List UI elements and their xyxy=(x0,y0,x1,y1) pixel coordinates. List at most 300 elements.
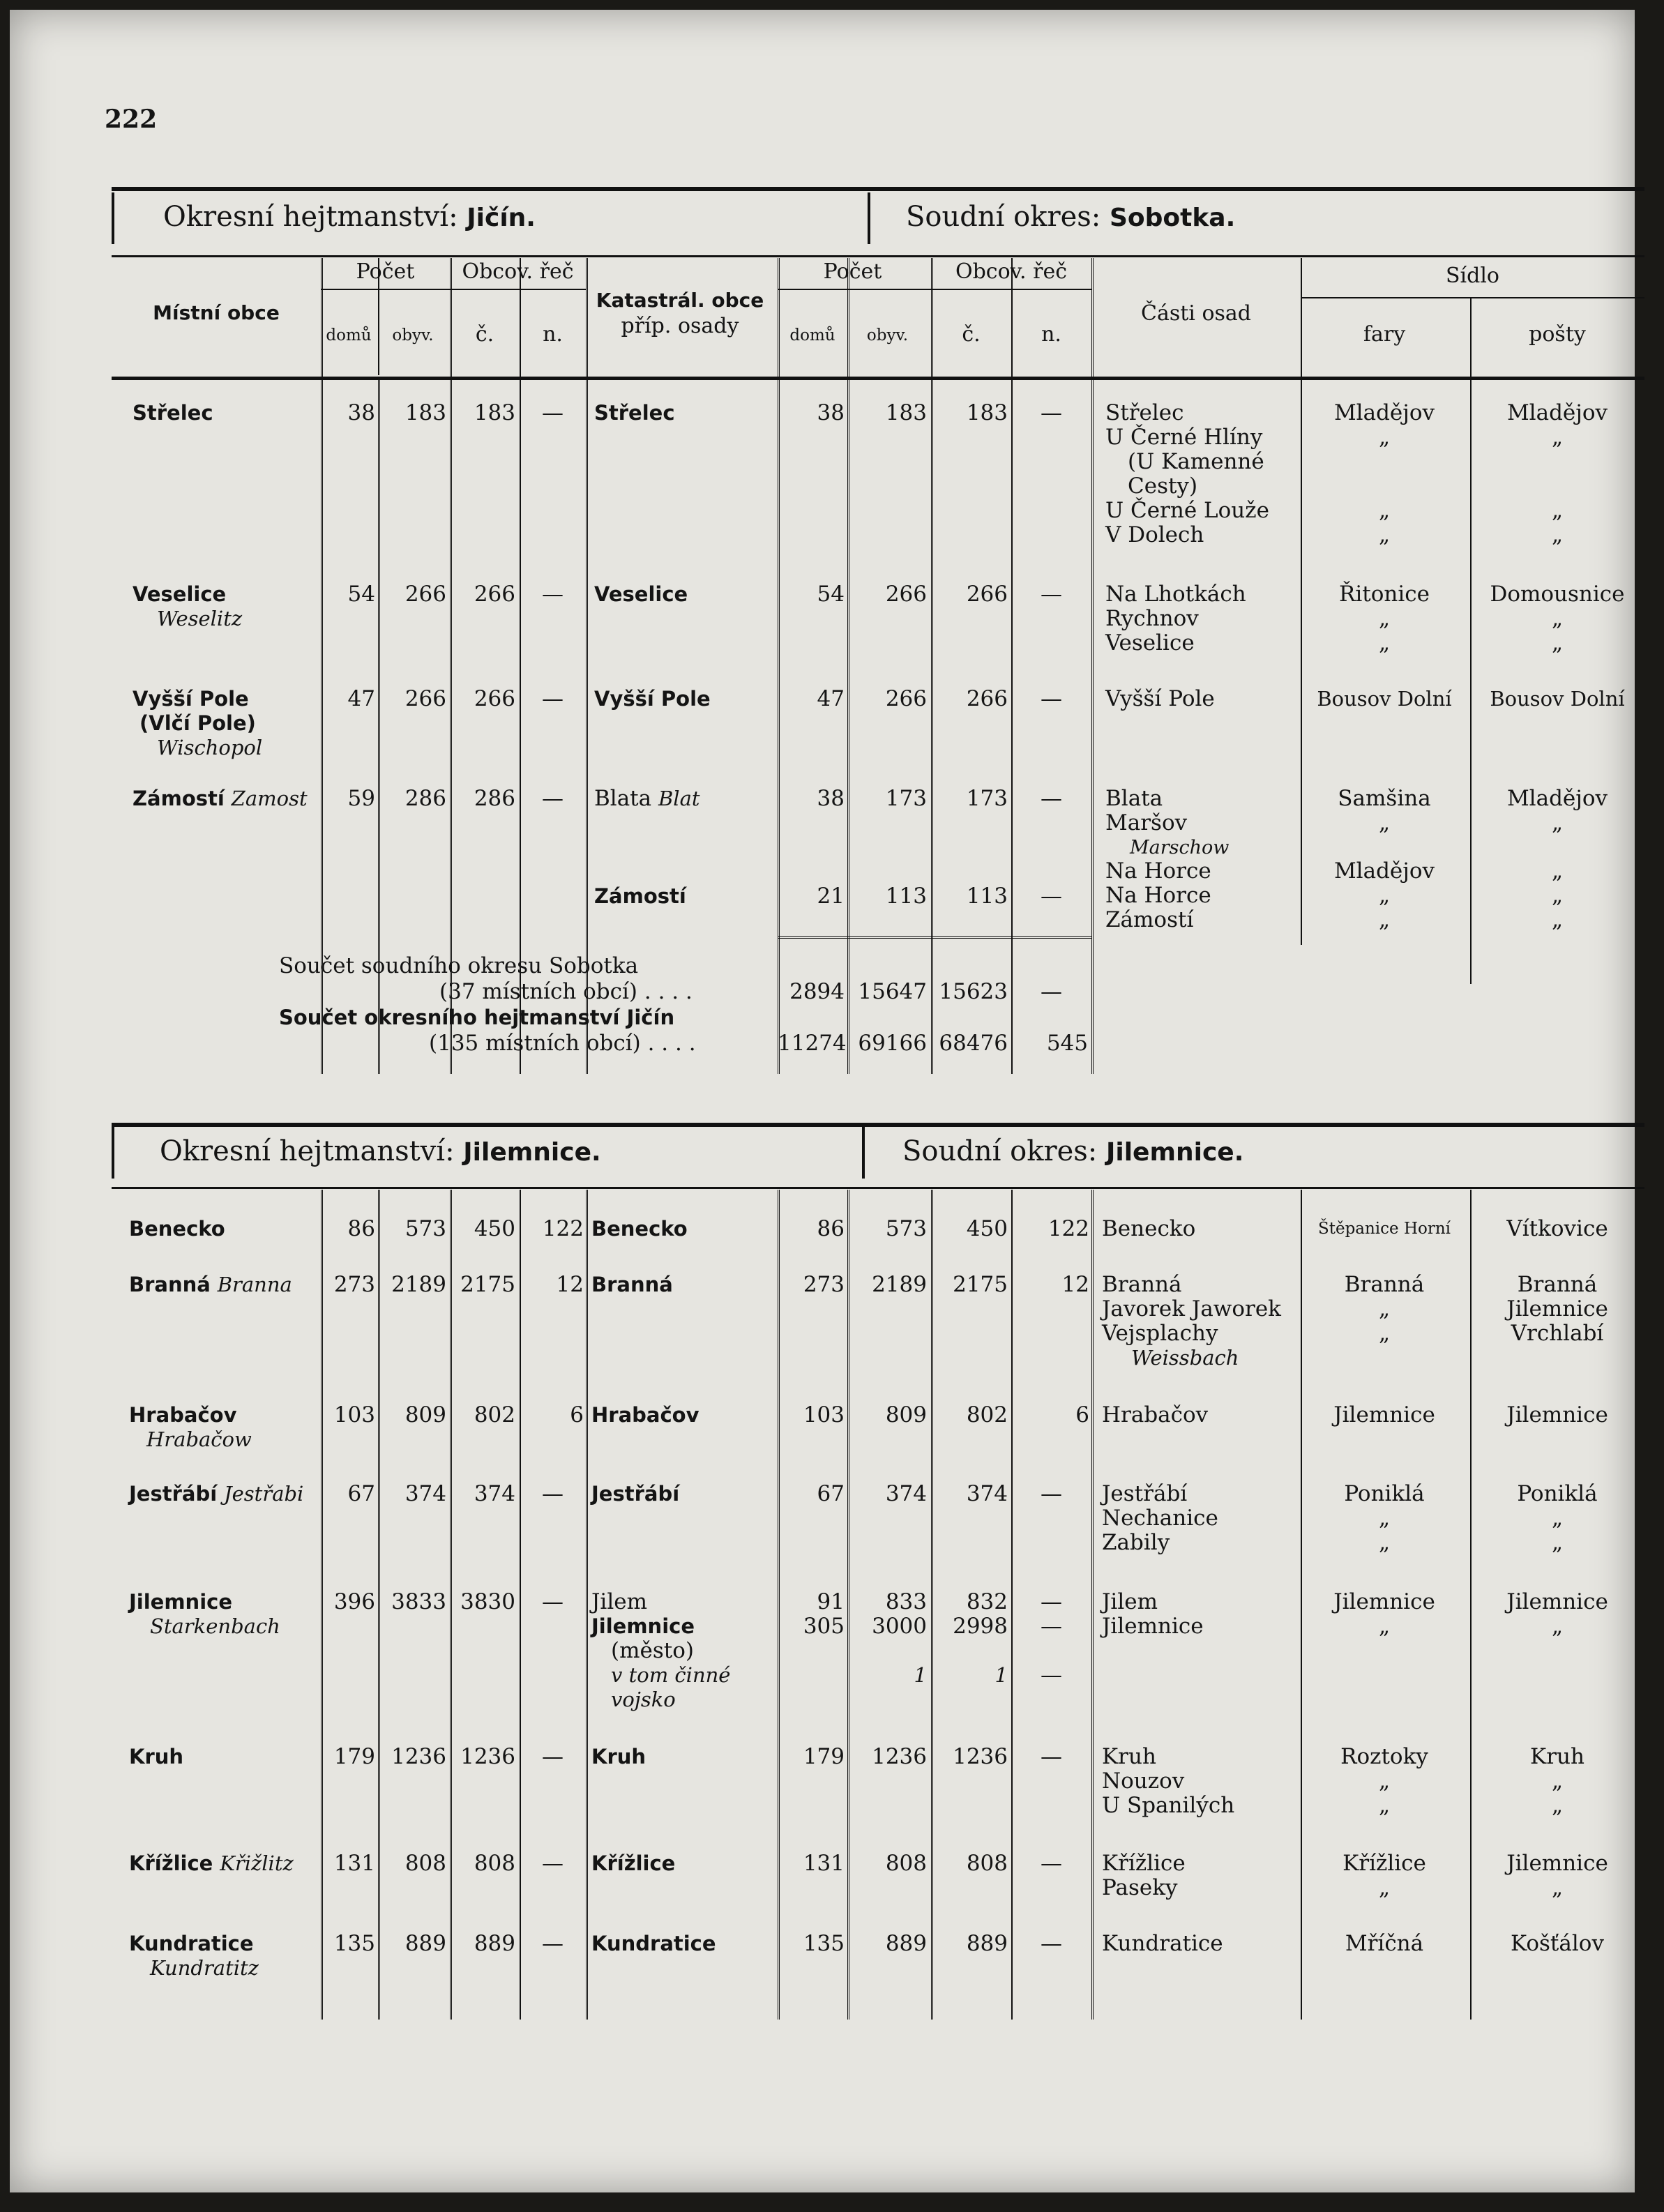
fara: Křížlice xyxy=(1342,1851,1426,1876)
hejtmanstvi-label: Okresní hejtmanství: xyxy=(160,1135,455,1167)
cell-n: — xyxy=(542,400,564,425)
obec-name-de: Jestřabi xyxy=(224,1482,304,1506)
cast-osady: Branná xyxy=(1102,1272,1182,1297)
table-row xyxy=(112,1217,1644,1245)
kat-c: 889 xyxy=(966,1931,1008,1956)
fara: „ xyxy=(1378,522,1391,547)
kat-obyv: 833 xyxy=(885,1589,927,1614)
section1-grid xyxy=(112,258,1644,1074)
soud-name: Sobotka. xyxy=(1109,204,1236,232)
fara: „ xyxy=(1378,1614,1391,1639)
kat-name: Vyšší Pole xyxy=(594,687,711,711)
cell-domu: 135 xyxy=(333,1931,375,1956)
obec-cell xyxy=(129,1590,280,1639)
kat-obyv: 1236 xyxy=(872,1744,927,1769)
fara: „ xyxy=(1378,810,1391,835)
kat-c: 1236 xyxy=(953,1744,1008,1769)
kat-domu-list xyxy=(778,1590,845,1639)
cast-osady: Na Horce xyxy=(1105,883,1211,908)
hdr-pocet-2: Počet xyxy=(823,259,882,284)
section2-soud xyxy=(902,1135,1243,1167)
kat-obyv: 266 xyxy=(885,686,927,711)
rule xyxy=(112,255,1644,257)
kat-name: Veselice xyxy=(594,582,688,606)
posta: Jilemnice xyxy=(1506,1296,1608,1321)
obec-name-de: Zamost xyxy=(231,787,308,810)
posta: „ xyxy=(1551,1506,1564,1531)
kat-domu: 38 xyxy=(817,786,845,811)
table-row xyxy=(112,1590,1644,1715)
soucet2-label-2: (135 místních obcí) . . . . xyxy=(429,1031,696,1056)
posta: „ xyxy=(1551,907,1564,932)
obec-name-de: Hrabačow xyxy=(146,1427,252,1451)
obec-name-de: Branna xyxy=(217,1273,292,1296)
cast-osady: U Černé Hlíny xyxy=(1105,425,1263,450)
cell-obyv: 889 xyxy=(404,1931,446,1956)
posty-list xyxy=(1470,787,1644,932)
soud-label: Soudní okres: xyxy=(902,1135,1098,1167)
kat-c-list xyxy=(931,1590,1008,1688)
obec-cell xyxy=(133,787,308,811)
posta: „ xyxy=(1551,1768,1564,1794)
cell-domu: 273 xyxy=(333,1272,375,1297)
posta: „ xyxy=(1551,425,1564,450)
kat-domu: 86 xyxy=(817,1216,845,1241)
obec-name: Vyšší Pole xyxy=(133,687,249,711)
hdr-obcov-rec-2: Obcov. řeč xyxy=(955,259,1068,284)
section1-soud xyxy=(906,201,1235,233)
hdr-domu: domů xyxy=(326,326,372,344)
table-row xyxy=(112,1273,1644,1377)
obec-cell xyxy=(129,1273,292,1297)
kat-n: — xyxy=(1041,582,1062,607)
obec-cell xyxy=(129,1932,259,1980)
obec-name: Hrabačov xyxy=(129,1403,237,1427)
fary-list xyxy=(1301,1745,1468,1818)
cast-osady: Na Lhotkách xyxy=(1105,582,1246,607)
kat-domu: 21 xyxy=(817,884,845,909)
posta: Jilemnice xyxy=(1506,1402,1608,1427)
obec-name: Kundratice xyxy=(129,1932,254,1955)
cast-osady: Paseky xyxy=(1102,1875,1178,1900)
cell-n: — xyxy=(542,1589,564,1614)
hejtmanstvi-name: Jilemnice. xyxy=(463,1138,601,1167)
casti-list xyxy=(1102,1273,1281,1370)
posta: Mladějov xyxy=(1506,786,1608,811)
cell-c: 3830 xyxy=(460,1589,515,1614)
cell-n: 122 xyxy=(542,1216,584,1241)
kat-obyv: 573 xyxy=(885,1216,927,1241)
posta: „ xyxy=(1551,606,1564,631)
cast-osady: Nouzov xyxy=(1102,1768,1185,1794)
obec-name: Benecko xyxy=(129,1217,225,1241)
fara: Jilemnice xyxy=(1333,1402,1435,1427)
obec-name: Křížlice xyxy=(129,1851,213,1875)
cell-domu: 86 xyxy=(347,1216,375,1241)
kat-c: 173 xyxy=(966,786,1008,811)
kat-obyv: 2189 xyxy=(872,1272,927,1297)
cast-osady: Maršov xyxy=(1105,810,1188,835)
soucet1-label: Součet soudního okresu Sobotka xyxy=(279,953,639,978)
posta: „ xyxy=(1551,883,1564,908)
cast-osady: U Černé Louže xyxy=(1105,498,1269,523)
posty-list xyxy=(1470,582,1644,656)
obec-name: Kruh xyxy=(129,1745,184,1768)
obec-name: Veselice xyxy=(133,582,227,606)
cell-c: 266 xyxy=(474,686,515,711)
obec-cell xyxy=(129,1403,252,1452)
kat-c: 1 xyxy=(994,1663,1008,1687)
posty-list xyxy=(1470,1482,1644,1555)
kat-name: v tom činné xyxy=(611,1663,731,1687)
fara: „ xyxy=(1378,1530,1391,1555)
kat-name: Blata xyxy=(594,786,652,811)
kat-obyv: 173 xyxy=(885,786,927,811)
fara: „ xyxy=(1378,630,1391,656)
soud-name: Jilemnice. xyxy=(1105,1138,1244,1167)
cast-osady: (U Kamenné xyxy=(1128,449,1264,474)
obec-name-de: Křižlitz xyxy=(220,1851,294,1875)
sum-rule xyxy=(778,936,1091,939)
hdr-casti-osad: Části osad xyxy=(1141,301,1251,326)
posta: „ xyxy=(1551,1614,1564,1639)
posta: Vítkovice xyxy=(1506,1216,1608,1241)
cast-osady: Vejsplachy xyxy=(1102,1321,1218,1346)
kat-c: 802 xyxy=(966,1402,1008,1427)
cast-osady: Hrabačov xyxy=(1102,1402,1209,1427)
cell-c: 183 xyxy=(474,400,515,425)
soucet2-domu: 11274 xyxy=(778,1031,847,1056)
cell-c: 1236 xyxy=(460,1744,515,1769)
hdr-mistni-obce: Místní obce xyxy=(153,301,280,324)
kat-n: — xyxy=(1041,1481,1062,1506)
posta: Domousnice xyxy=(1490,582,1625,607)
posta: Bousov Dolní xyxy=(1490,687,1625,711)
kat-n: — xyxy=(1041,786,1062,811)
soucet1-label-2: (37 místních obcí) . . . . xyxy=(439,979,693,1004)
posta: „ xyxy=(1551,1793,1564,1818)
kat-name: Křížlice xyxy=(591,1851,676,1875)
posta: „ xyxy=(1551,1530,1564,1555)
fary-list xyxy=(1301,401,1468,547)
rule xyxy=(112,1187,1644,1189)
fara: Branná xyxy=(1344,1272,1425,1297)
obec-name-de: Kundratitz xyxy=(150,1956,259,1980)
posty-list xyxy=(1470,401,1644,547)
cell-obyv: 266 xyxy=(404,686,446,711)
fara: „ xyxy=(1378,883,1391,908)
fara: „ xyxy=(1378,1506,1391,1531)
posta: Mladějov xyxy=(1506,400,1608,425)
cell-obyv: 809 xyxy=(404,1402,446,1427)
kat-n: — xyxy=(1041,1614,1062,1639)
kat-obyv: 3000 xyxy=(872,1614,927,1639)
cell-n: — xyxy=(542,1851,564,1876)
table-row xyxy=(112,1403,1644,1459)
header-divider xyxy=(868,192,870,244)
kat-n: — xyxy=(1041,884,1062,909)
kat-n: — xyxy=(1041,1589,1062,1614)
cast-osady: Vyšší Pole xyxy=(1105,686,1215,711)
section1-hejtmanstvi xyxy=(163,201,536,233)
fara: Bousov Dolní xyxy=(1317,687,1452,711)
posta: Poniklá xyxy=(1517,1481,1598,1506)
kat-name: Hrabačov xyxy=(591,1403,699,1427)
kat-c: 450 xyxy=(966,1216,1008,1241)
cell-obyv: 266 xyxy=(404,582,446,607)
casti-list xyxy=(1102,1851,1186,1900)
cast-osady: Střelec xyxy=(1105,400,1184,425)
kat-c: 2998 xyxy=(953,1614,1008,1639)
fary-list xyxy=(1301,582,1468,656)
cast-osady: V Dolech xyxy=(1105,522,1204,547)
cast-osady: Jilemnice xyxy=(1102,1614,1204,1639)
cast-osady-de: Weissbach xyxy=(1131,1346,1239,1370)
cell-domu: 67 xyxy=(347,1481,375,1506)
posta: „ xyxy=(1551,630,1564,656)
obec-cell xyxy=(133,687,262,760)
cell-c: 286 xyxy=(474,786,515,811)
fara: „ xyxy=(1378,606,1391,631)
cell-domu: 47 xyxy=(347,686,375,711)
cell-domu: 59 xyxy=(347,786,375,811)
cell-c: 374 xyxy=(474,1481,515,1506)
hdr-c-2: č. xyxy=(962,322,981,347)
hdr-n: n. xyxy=(543,322,563,347)
cast-osady: Cesty) xyxy=(1128,474,1198,499)
kat-n: — xyxy=(1041,1851,1062,1876)
hdr-pocet: Počet xyxy=(356,259,415,284)
fara: Jilemnice xyxy=(1333,1589,1435,1614)
kat-domu: 135 xyxy=(803,1931,845,1956)
obec-name: Jestřábí xyxy=(129,1482,218,1506)
kat-name: Branná xyxy=(591,1273,673,1296)
kat-name: Střelec xyxy=(594,401,675,425)
cell-obyv: 374 xyxy=(404,1481,446,1506)
kat-cell xyxy=(594,787,700,811)
obec-name: Jilemnice xyxy=(129,1590,233,1614)
kat-name-de: Blat xyxy=(658,787,700,810)
table-row xyxy=(112,687,1644,764)
header-divider xyxy=(862,1127,865,1179)
cast-osady: Jilem xyxy=(1102,1589,1158,1614)
section2-hejtmanstvi xyxy=(160,1135,601,1167)
kat-domu: 91 xyxy=(817,1589,845,1614)
fara: Štěpanice Horní xyxy=(1317,1220,1451,1238)
posta: Branná xyxy=(1517,1272,1598,1297)
obec-name-de: Weselitz xyxy=(157,607,243,630)
kat-n: 12 xyxy=(1061,1272,1089,1297)
soucet2-label: Součet okresního hejtmanství Jičín xyxy=(279,1006,675,1029)
obec-cell xyxy=(129,1482,303,1506)
kat-domu: 38 xyxy=(817,400,845,425)
soucet1-obyv: 15647 xyxy=(858,979,927,1004)
table-row xyxy=(112,401,1644,554)
hdr-katastral-2: příp. osady xyxy=(621,314,739,338)
cell-obyv: 2189 xyxy=(391,1272,446,1297)
fara: Poniklá xyxy=(1344,1481,1425,1506)
kat-n-list xyxy=(1011,1590,1091,1688)
soucet1-c: 15623 xyxy=(939,979,1008,1004)
kat-n: — xyxy=(1041,400,1062,425)
cast-osady: Benecko xyxy=(1102,1216,1196,1241)
cell-n: — xyxy=(542,1744,564,1769)
hdr-c: č. xyxy=(475,322,494,347)
posty-list xyxy=(1470,1590,1644,1639)
cell-c: 2175 xyxy=(460,1272,515,1297)
posta: „ xyxy=(1551,810,1564,835)
kat-domu: 54 xyxy=(817,582,845,607)
cast-osady: Zámostí xyxy=(1105,907,1194,932)
cast-osady: Kruh xyxy=(1102,1744,1156,1769)
hdr-obyv: obyv. xyxy=(392,326,434,344)
kat-obyv: 266 xyxy=(885,582,927,607)
cell-n: — xyxy=(542,786,564,811)
fary-list xyxy=(1301,1482,1468,1555)
kat-domu: 305 xyxy=(803,1614,845,1639)
posta: „ xyxy=(1551,498,1564,523)
cast-osady: Blata xyxy=(1105,786,1163,811)
table-row xyxy=(112,1932,1644,1987)
posta: Jilemnice xyxy=(1506,1851,1608,1876)
posta: Vrchlabí xyxy=(1511,1321,1604,1346)
kat-domu: 67 xyxy=(817,1481,845,1506)
cell-obyv: 1236 xyxy=(391,1744,446,1769)
fara: Roztoky xyxy=(1340,1744,1428,1769)
kat-obyv: 374 xyxy=(885,1481,927,1506)
cell-c: 802 xyxy=(474,1402,515,1427)
cell-domu: 396 xyxy=(333,1589,375,1614)
kat-c: 2175 xyxy=(953,1272,1008,1297)
fary-list xyxy=(1301,1273,1468,1346)
kat-obyv-list xyxy=(847,1590,927,1688)
kat-obyv: 183 xyxy=(885,400,927,425)
posta: „ xyxy=(1551,858,1564,884)
posta: „ xyxy=(1551,522,1564,547)
posta: Jilemnice xyxy=(1506,1589,1608,1614)
kat-c: 183 xyxy=(966,400,1008,425)
kat-name: Jilem xyxy=(591,1589,647,1614)
fary-list xyxy=(1301,1851,1468,1900)
cast-osady: U Spanilých xyxy=(1102,1793,1235,1818)
posta: Kruh xyxy=(1530,1744,1584,1769)
cell-obyv: 573 xyxy=(404,1216,446,1241)
hdr-obcov-rec: Obcov. řeč xyxy=(462,259,574,284)
section2-header xyxy=(112,1127,1644,1179)
fara: Samšina xyxy=(1338,786,1431,811)
fara: „ xyxy=(1378,1296,1391,1321)
fara: „ xyxy=(1378,425,1391,450)
cell-n: — xyxy=(542,1931,564,1956)
kat-c: 374 xyxy=(966,1481,1008,1506)
fara: Mladějov xyxy=(1333,858,1435,884)
fara: Mladějov xyxy=(1333,400,1435,425)
casti-list xyxy=(1102,1745,1234,1818)
table-row xyxy=(112,1482,1644,1559)
cell-domu: 179 xyxy=(333,1744,375,1769)
hdr-sidlo: Sídlo xyxy=(1445,264,1499,288)
kat-obyv: 808 xyxy=(885,1851,927,1876)
cell-n: — xyxy=(542,582,564,607)
kat-name: Zámostí xyxy=(594,884,686,908)
kat-list xyxy=(591,1590,730,1712)
hdr-domu-2: domů xyxy=(789,326,835,344)
cell-n: 6 xyxy=(570,1402,584,1427)
fara: „ xyxy=(1378,498,1391,523)
cell-n: — xyxy=(542,686,564,711)
cast-osady: Rychnov xyxy=(1105,606,1199,631)
table-row xyxy=(112,1745,1644,1821)
cell-n: — xyxy=(542,1481,564,1506)
posty-list xyxy=(1470,1851,1644,1900)
kat-name: Jilemnice xyxy=(591,1614,695,1638)
cast-osady: Javorek Jaworek xyxy=(1102,1296,1281,1321)
cast-osady: Veselice xyxy=(1105,630,1195,656)
posta: Košťálov xyxy=(1511,1931,1604,1956)
soucet2-n: 545 xyxy=(1046,1031,1088,1056)
kat-c: 266 xyxy=(966,582,1008,607)
kat-n: 122 xyxy=(1047,1216,1089,1241)
cell-c: 889 xyxy=(474,1931,515,1956)
hdr-fary: fary xyxy=(1363,322,1406,347)
cast-osady: Kundratice xyxy=(1102,1931,1223,1956)
hdr-posty: pošty xyxy=(1529,322,1586,347)
cell-domu: 38 xyxy=(347,400,375,425)
kat-domu: 179 xyxy=(803,1744,845,1769)
hejtmanstvi-label: Okresní hejtmanství: xyxy=(163,201,458,233)
posty-list xyxy=(1470,1745,1644,1818)
fary-list xyxy=(1301,787,1468,932)
kat-n: — xyxy=(1041,686,1062,711)
hdr-n-2: n. xyxy=(1041,322,1061,347)
totals-block xyxy=(112,954,1644,1059)
fara: Řitonice xyxy=(1339,582,1430,607)
section1-header xyxy=(112,192,1644,244)
table-row xyxy=(112,787,1644,937)
hejtmanstvi-name: Jičín. xyxy=(467,204,536,232)
obec-name: Branná xyxy=(129,1273,211,1296)
soucet1-domu: 2894 xyxy=(789,979,845,1004)
cell-obyv: 3833 xyxy=(391,1589,446,1614)
obec-name: Střelec xyxy=(133,401,213,425)
kat-name: Kruh xyxy=(591,1745,646,1768)
soucet2-obyv: 69166 xyxy=(858,1031,927,1056)
fara: „ xyxy=(1378,1768,1391,1794)
kat-name: (město) xyxy=(611,1638,694,1663)
kat-name: Jestřábí xyxy=(591,1482,680,1506)
page-number: 222 xyxy=(105,105,158,134)
casti-list xyxy=(1102,1482,1218,1555)
obec-name-alt: (Vlčí Pole) xyxy=(139,711,256,735)
kat-n: 6 xyxy=(1075,1402,1089,1427)
kat-obyv: 1 xyxy=(914,1663,927,1687)
cell-c: 808 xyxy=(474,1851,515,1876)
fara: „ xyxy=(1378,907,1391,932)
casti-list xyxy=(1105,787,1229,932)
table-row xyxy=(112,1851,1644,1904)
cell-c: 450 xyxy=(474,1216,515,1241)
cell-c: 266 xyxy=(474,582,515,607)
obec-cell xyxy=(133,582,242,631)
kat-n: — xyxy=(1041,1744,1062,1769)
hdr-katastral-1: Katastrál. obce xyxy=(596,289,764,312)
hdr-obyv-2: obyv. xyxy=(866,326,909,344)
kat-c: 808 xyxy=(966,1851,1008,1876)
kat-name: vojsko xyxy=(611,1688,676,1711)
posta: „ xyxy=(1551,1875,1564,1900)
kat-name: Benecko xyxy=(591,1217,688,1241)
kat-c: 113 xyxy=(966,884,1008,909)
